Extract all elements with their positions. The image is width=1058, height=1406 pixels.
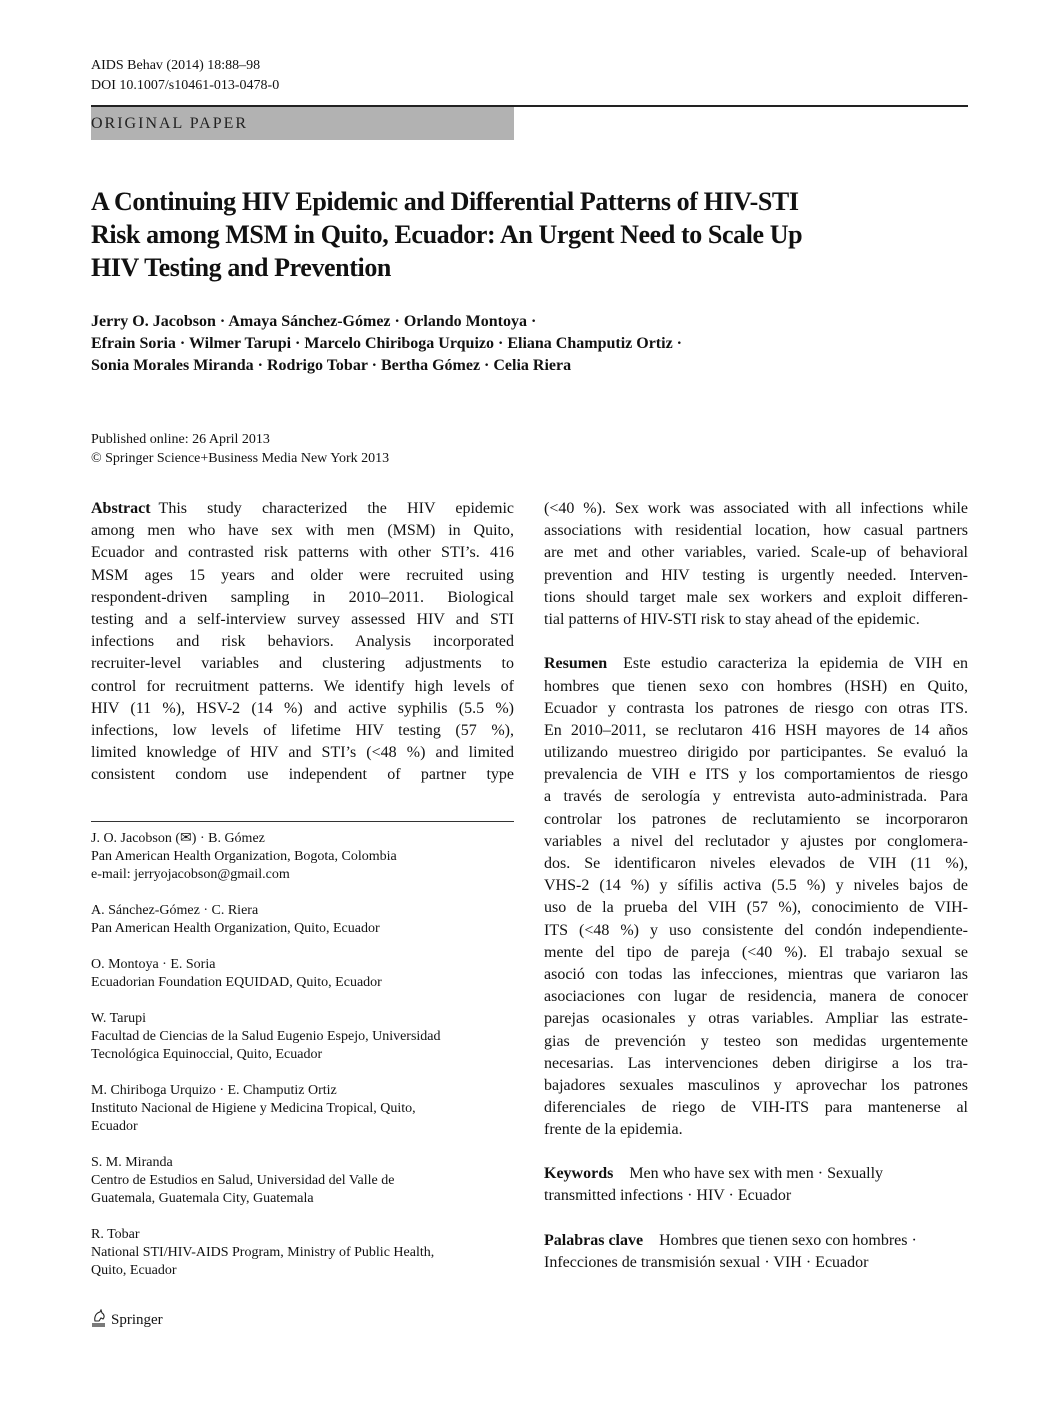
keywords: [544, 1163, 968, 1207]
abstract-line: [91, 631, 514, 653]
resumen-line: [544, 1008, 968, 1030]
abstract-text: consistent condom use independent of partner type: [91, 766, 514, 784]
abstract-line: [91, 520, 514, 542]
abstract-line: [91, 742, 514, 764]
resumen-line: [544, 964, 968, 986]
resumen-line: [544, 1119, 968, 1141]
palabras_clave-label: Palabras clave: [544, 1232, 644, 1249]
title-line: HIV Testing and Prevention: [91, 253, 391, 282]
springer-footer: [91, 1309, 163, 1332]
resumen-text: asoció con todas las infecciones, mientras que variaron las: [544, 965, 968, 983]
affiliation-rule: [91, 821, 514, 822]
affiliation-line: Ecuador: [91, 1119, 138, 1134]
resumen-line: [544, 720, 968, 742]
palabras_clave-line: [544, 1252, 968, 1274]
affiliation-block: [91, 1226, 514, 1280]
abstract-text: limited knowledge of HIV and STI’s (<48 %) and limited: [91, 744, 514, 762]
affiliation-names: S. M. Miranda: [91, 1155, 173, 1170]
keywords-line: [544, 1185, 968, 1207]
affiliation-block: [91, 956, 514, 992]
abstract-left-column: [91, 498, 514, 786]
affiliation-names: J. O. Jacobson (✉) · B. Gómez: [91, 831, 265, 846]
affiliation-line: e-mail: jerryojacobson@gmail.com: [91, 867, 290, 882]
resumen-line: [544, 875, 968, 897]
affiliation-names: A. Sánchez-Gómez · C. Riera: [91, 903, 259, 918]
affiliation-line: Facultad de Ciencias de la Salud Eugenio Espejo, Universidad: [91, 1029, 441, 1044]
resumen-text: utilizando muestreo dirigido por participantes. Se evaluó la: [544, 744, 968, 762]
abstract-text: This study characterized the HIV epidemic: [158, 500, 514, 517]
resumen-text: diferenciales de riego de VIH-ITS para mantenerse al: [544, 1099, 968, 1117]
abstract-text: infections and risk behaviors. Analysis incorporated: [91, 633, 514, 651]
resumen-line: [544, 986, 968, 1008]
affiliation-block: [91, 1154, 514, 1208]
abstract-line: [544, 609, 968, 631]
doi: DOI 10.1007/s10461-013-0478-0: [91, 78, 280, 93]
resumen-text: a través de serología y entrevista auto-administrada. Para: [544, 788, 968, 806]
resumen-text: gias de prevención y testeo son medidas urgentemente: [544, 1032, 968, 1050]
affiliation-block: [91, 1010, 514, 1064]
abstract-text: MSM ages 15 years and older were recruited using: [91, 566, 514, 584]
affiliation-line: Ecuadorian Foundation EQUIDAD, Quito, Ecuador: [91, 975, 382, 990]
abstract-line: [544, 565, 968, 587]
abstract-line: [544, 498, 968, 520]
resumen-line: [544, 742, 968, 764]
resumen-line: [544, 853, 968, 875]
affiliation-block: [91, 1082, 514, 1136]
abstract-label: Abstract: [91, 500, 151, 517]
resumen-text: uso de la prueba del VIH (57 %), conocimiento de VIH-: [544, 899, 968, 917]
abstract-text: infections, low levels of lifetime HIV testing (57 %),: [91, 721, 514, 739]
title-line: Risk among MSM in Quito, Ecuador: An Urgent Need to Scale Up: [91, 220, 803, 249]
abstract-text: respondent-driven sampling in 2010–2011. Biological: [91, 588, 514, 606]
keywords-text: transmitted infections · HIV · Ecuador: [544, 1187, 792, 1205]
resumen-line: [544, 920, 968, 942]
affiliation-names: O. Montoya · E. Soria: [91, 957, 216, 972]
abstract-line: [91, 764, 514, 786]
abstract-line: [91, 542, 514, 564]
paper-title: [91, 185, 951, 284]
resumen-line: [544, 831, 968, 853]
palabras_clave-text: Infecciones de transmisión sexual · VIH · Ecuador: [544, 1254, 869, 1272]
affiliation-line: Guatemala, Guatemala City, Guatemala: [91, 1191, 314, 1206]
author-line: Jerry O. Jacobson · Amaya Sánchez-Gómez · Orlando Montoya ·: [91, 313, 537, 330]
resumen-text: asociaciones con lugar de residencia, manera de conocer: [544, 988, 968, 1006]
springer-horse-icon: [91, 1309, 107, 1332]
abstract-line: [91, 720, 514, 742]
keywords-label: Keywords: [544, 1165, 614, 1182]
author-line: Sonia Morales Miranda · Rodrigo Tobar · Bertha Gómez · Celia Riera: [91, 357, 572, 374]
affiliation-block: [91, 902, 514, 938]
title-line: A Continuing HIV Epidemic and Differential Patterns of HIV-STI: [91, 187, 799, 216]
section-band: [91, 107, 514, 140]
resumen-line: [544, 1097, 968, 1119]
abstract-text: are met and other variables, varied. Scale-up of behavioral: [544, 544, 968, 562]
resumen-line: [544, 942, 968, 964]
resumen-text: controlar los patrones de reclutamiento se incorporaron: [544, 810, 968, 828]
abstract-line: [91, 587, 514, 609]
resumen-line: [544, 1053, 968, 1075]
resumen-text: variables a nivel del reclutador y ajustes por conglomera-: [544, 832, 968, 850]
affiliation-line: National STI/HIV-AIDS Program, Ministry of Public Health,: [91, 1245, 435, 1260]
affiliation-line: Pan American Health Organization, Quito, Ecuador: [91, 921, 380, 936]
affiliation-block: [91, 830, 514, 884]
abstract-line: [91, 676, 514, 698]
resumen-text: Este estudio caracteriza la epidemia de VIH en: [623, 655, 968, 673]
affiliation-line: Instituto Nacional de Higiene y Medicina Tropical, Quito,: [91, 1101, 416, 1116]
journal-citation: AIDS Behav (2014) 18:88–98: [91, 58, 261, 73]
abstract-text: among men who have sex with men (MSM) in Quito,: [91, 522, 514, 540]
copyright: © Springer Science+Business Media New York 2013: [91, 451, 390, 466]
resumen-line: [544, 809, 968, 831]
resumen-label: Resumen: [544, 655, 608, 673]
palabras_clave-text: Hombres que tienen sexo con hombres ·: [659, 1232, 917, 1249]
resumen-text: En 2010–2011, se reclutaron 416 HSH mayores de 14 años: [544, 721, 968, 739]
resumen-line: [544, 653, 968, 675]
affiliation-line: Tecnológica Equinoccial, Quito, Ecuador: [91, 1047, 323, 1062]
resumen-text: prevalencia de VIH e ITS y los comportamientos de riesgo: [544, 766, 968, 784]
keywords-line: [544, 1163, 968, 1185]
abstract-text: tions should target male sex workers and exploit differen-: [544, 588, 968, 606]
abstract-line: [91, 653, 514, 675]
abstract-text: tial patterns of HIV-STI risk to stay ahead of the epidemic.: [544, 610, 920, 628]
resumen-text: VHS-2 (14 %) y sífilis activa (5.5 %) y niveles bajos de: [544, 877, 968, 895]
resumen-line: [544, 786, 968, 808]
published-date: Published online: 26 April 2013: [91, 432, 270, 447]
abstract-line: [91, 698, 514, 720]
resumen-text: Ecuador y contrasta los patrones de riesgo con otras ITS.: [544, 699, 968, 717]
author-list: [91, 311, 891, 377]
abstract-text: testing and a self-interview survey assessed HIV and STI: [91, 610, 514, 628]
section-label: ORIGINAL PAPER: [91, 115, 249, 132]
affiliation-names: M. Chiriboga Urquizo · E. Champutiz Ortiz: [91, 1083, 337, 1098]
resumen-text: frente de la epidemia.: [544, 1121, 683, 1139]
resumen-text: ITS (<48 %) y uso consistente del condón independiente-: [544, 921, 968, 939]
abstract-text: recruiter-level variables and clustering adjustments to: [91, 655, 514, 673]
affiliation-line: Pan American Health Organization, Bogota, Colombia: [91, 849, 397, 864]
affiliations: [91, 830, 514, 1298]
publication-info: [91, 430, 389, 468]
abstract-line: [91, 565, 514, 587]
author-line: Efrain Soria · Wilmer Tarupi · Marcelo Chiriboga Urquizo · Eliana Champutiz Ortiz ·: [91, 335, 682, 352]
abstract-text: (<40 %). Sex work was associated with all infections while: [544, 500, 968, 517]
resumen-text: hombres que tienen sexo con hombres (HSH) en Quito,: [544, 677, 968, 695]
affiliation-names: W. Tarupi: [91, 1011, 147, 1026]
abstract-text: associations with residential location, how casual partners: [544, 522, 968, 540]
resumen-text: mente del tipo de pareja (<40 %). El trabajo sexual se: [544, 943, 968, 961]
abstract-line: [544, 520, 968, 542]
affiliation-names: R. Tobar: [91, 1227, 140, 1242]
abstract-right-column: [544, 498, 968, 1141]
abstract-line: [544, 587, 968, 609]
spacer: [544, 631, 968, 653]
affiliation-line: Quito, Ecuador: [91, 1263, 177, 1278]
resumen-text: bajadores sexuales masculinos y aprovechar los patrones: [544, 1076, 968, 1094]
palabras_clave-line: [544, 1230, 968, 1252]
abstract-line: [91, 498, 514, 520]
keywords-text: Men who have sex with men · Sexually: [629, 1165, 884, 1182]
abstract-text: Ecuador and contrasted risk patterns with other STI’s. 416: [91, 544, 514, 562]
resumen-line: [544, 676, 968, 698]
palabras-clave: [544, 1230, 968, 1274]
resumen-line: [544, 764, 968, 786]
abstract-line: [544, 542, 968, 564]
resumen-text: necesarias. Las intervenciones deben dirigirse a los tra-: [544, 1054, 968, 1072]
publisher-name: Springer: [111, 1312, 163, 1328]
abstract-text: HIV (11 %), HSV-2 (14 %) and active syphilis (5.5 %): [91, 699, 514, 717]
resumen-line: [544, 1031, 968, 1053]
affiliation-line: Centro de Estudios en Salud, Universidad del Valle de: [91, 1173, 395, 1188]
abstract-text: control for recruitment patterns. We identify high levels of: [91, 677, 514, 695]
resumen-text: parejas ocasionales y otras variables. Ampliar las estrate-: [544, 1010, 968, 1028]
resumen-text: dos. Se identificaron niveles elevados de VIH (11 %),: [544, 855, 968, 872]
resumen-line: [544, 897, 968, 919]
resumen-line: [544, 1075, 968, 1097]
resumen-line: [544, 698, 968, 720]
abstract-line: [91, 609, 514, 631]
abstract-text: prevention and HIV testing is urgently needed. Interven-: [544, 566, 968, 584]
